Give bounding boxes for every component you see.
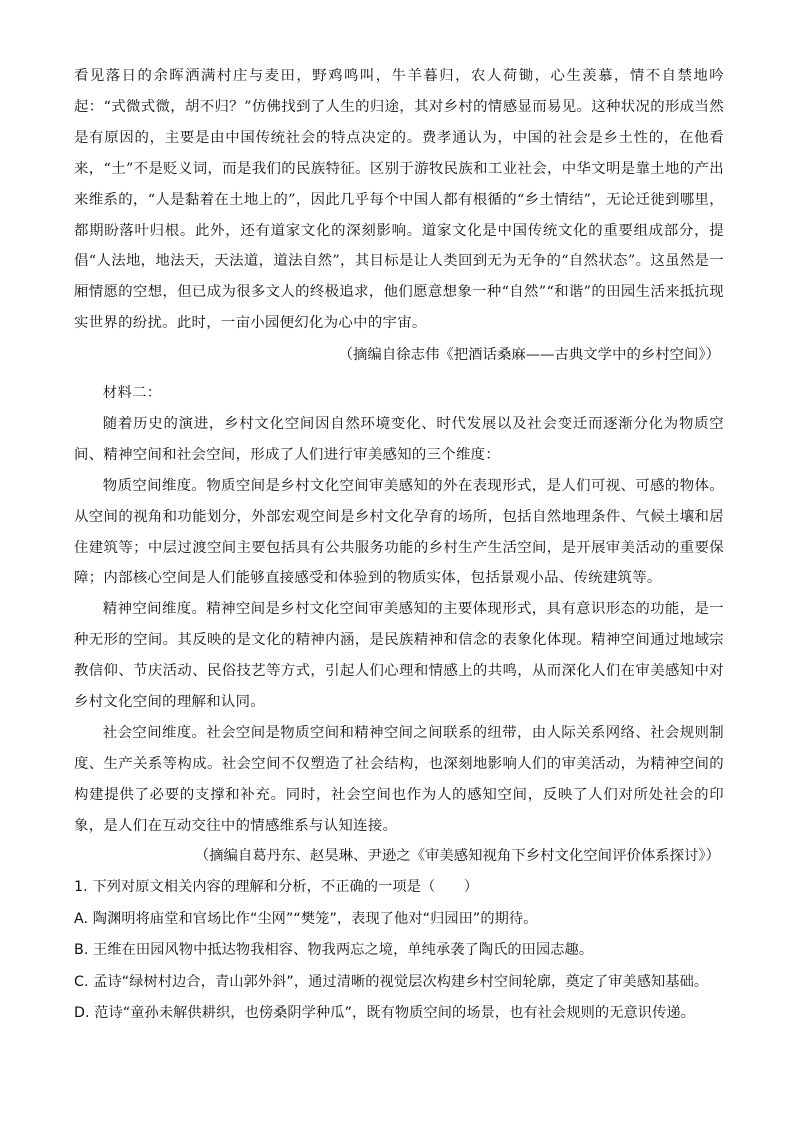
material-two-passage	[74, 378, 724, 842]
option-d: D. 范诗“童孙未解供耕织，也傍桑阴学种瓜”，既有物质空间的场景，也有社会规则的无意识传递。	[74, 1005, 695, 1022]
material-one-paragraph: 看见落日的余晖洒满村庄与麦田，野鸡鸣叫，牛羊暮归，农人荷锄，心生羡慕，情不自禁地吟起：“式微式微，胡不归？”仿佛找到了人生的归途，其对乡村的情感显而易见。这种状况的形成当然是有原因的，主要是由中国传统社会的特点决定的。费孝通认为，中国的社会是乡土性的，在他看来，“土”不是贬义词，而是我们的民族特征。区别于游牧民族和工业社会，中华文明是靠土地的产出来维系的，“人是黏着在土地上的”，因此几乎每个中国人都有根循的“乡土情结”，无论迁徙到哪里，都期盼落叶归根。此外，还有道家文化的深刻影响。道家文化是中国传统文化的重要组成部分，提倡“人法地，地法天，天法道，道法自然”，其目标是让人类回到无为无争的“自然状态”。这虽然是一厢情愿的空想，但已成为很多文人的终极追求，他们愿意想象一种“自然”“和谐”的田园生活来抵抗现实世界的纷扰。此时，一亩小园便幻化为心中的宇宙。	[74, 68, 724, 332]
option-c: C. 孟诗“绿树村边合，青山郭外斜”，通过清晰的视觉层次构建乡村空间轮廓，奠定了审美感知基础。	[74, 973, 709, 990]
material-two-paragraph-intro: 随着历史的演进，乡村文化空间因自然环境变化、时代发展以及社会变迁而逐渐分化为物质空间、精神空间和社会空间，形成了人们进行审美感知的三个维度：	[74, 415, 724, 463]
question-one	[74, 872, 734, 1030]
material-two-paragraph-spiritual: 精神空间维度。精神空间是乡村文化空间审美感知的主要体现形式，具有意识形态的功能，是一种无形的空间。其反映的是文化的精神内涵，是民族精神和信念的表象化体现。精神空间通过地域宗教信仰、节庆活动、民俗技艺等方式，引起人们心理和情感上的共鸣，从而深化人们在审美感知中对乡村文化空间的理解和认同。	[74, 601, 724, 711]
material-one-source: （摘编自徐志伟《把酒话桑麻——古典文学中的乡村空间》）	[338, 347, 720, 363]
material-one-passage	[74, 61, 724, 339]
option-b: B. 王维在田园风物中抵达物我相容、物我两忘之境，单纯承袭了陶氏的田园志趣。	[74, 942, 594, 959]
question-stem: 1. 下列对原文相关内容的理解和分析，不正确的一项是（ ）	[74, 879, 479, 895]
material-two-paragraph-social: 社会空间维度。社会空间是物质空间和精神空间之间联系的纽带，由人际关系网络、社会规则制度、生产关系等构成。社会空间不仅塑造了社会结构，也深刻地影响人们的审美活动，为精神空间的构建提供了必要的支撑和补充。同时，社会空间也作为人的感知空间，反映了人们对所处社会的印象，是人们在互动交往中的情感维系与认知连接。	[74, 724, 724, 834]
material-two-heading: 材料二：	[102, 385, 162, 401]
material-two-source: （摘编自葛丹东、赵昊琳、尹逊之《审美感知视角下乡村文化空间评价体系探讨》）	[194, 848, 720, 864]
material-two-paragraph-physical: 物质空间维度。物质空间是乡村文化空间审美感知的外在表现形式，是人们可视、可感的物体。从空间的视角和功能划分，外部宏观空间是乡村文化孕育的场所，包括自然地理条件、气候土壤和居住建筑等；中层过渡空间主要包括具有公共服务功能的乡村生产生活空间，是开展审美活动的重要保障；内部核心空间是人们能够直接感受和体验到的物质实体，包括景观小品、传统建筑等。	[74, 477, 724, 587]
option-a: A. 陶渊明将庙堂和官场比作“尘网”“樊笼”，表现了他对“归园田”的期待。	[74, 910, 538, 927]
